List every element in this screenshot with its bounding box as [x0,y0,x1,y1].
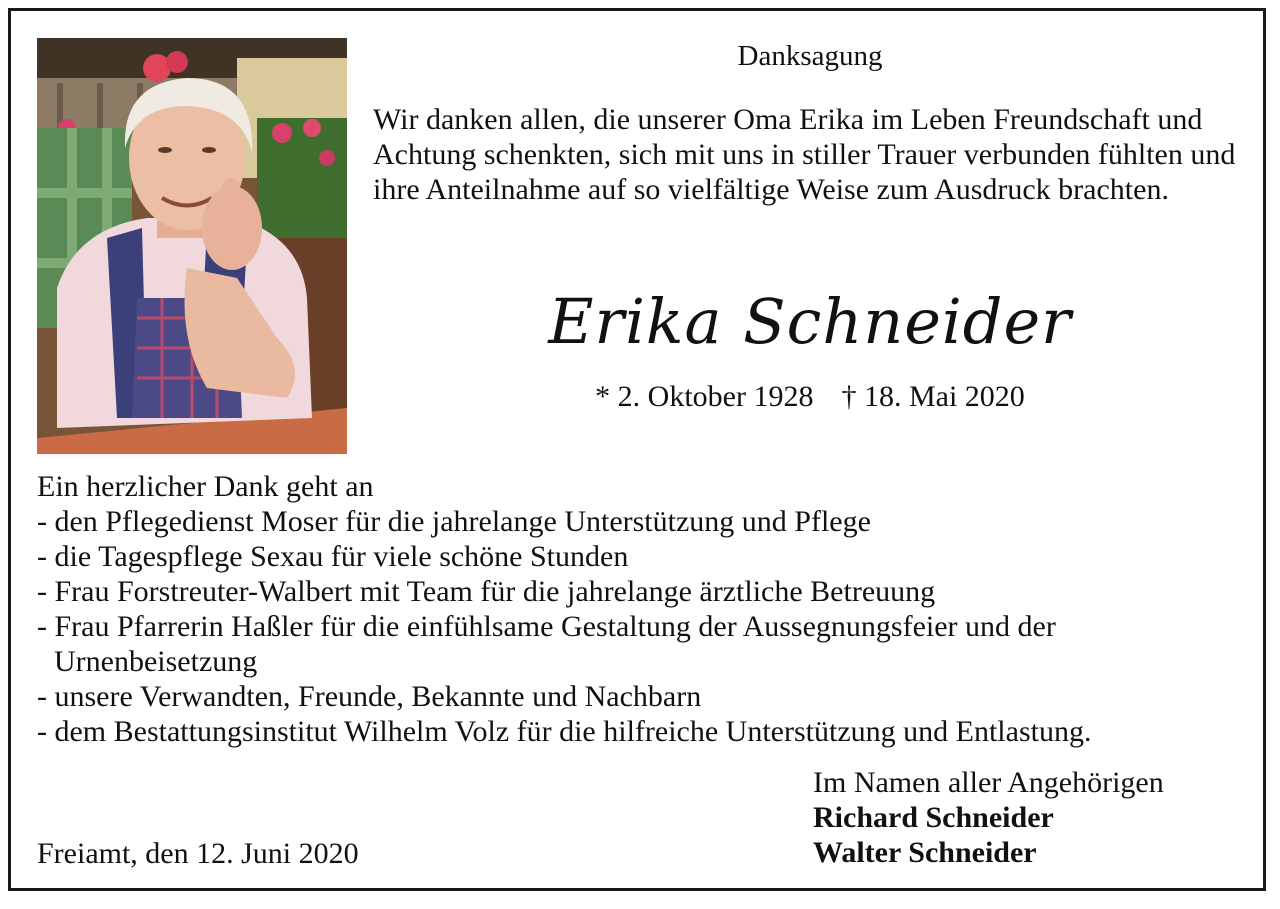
closing-block [813,765,1253,870]
thanks-item: - unsere Verwandten, Freunde, Bekannte und Nachbarn [37,680,702,713]
signature-name: Walter Schneider [813,836,1037,869]
thanks-item: - Frau Forstreuter-Walbert mit Team für die jahrelange ärztliche Betreuung [37,575,936,608]
signature-name: Richard Schneider [813,801,1054,834]
place-date: Freiamt, den 12. Juni 2020 [37,837,359,870]
thanks-item: - die Tagespflege Sexau für viele schöne Stunden [37,540,629,573]
thanks-item: - dem Bestattungsinstitut Wilhelm Volz für die hilfreiche Unterstützung und Entlastung. [37,715,1092,748]
thanks-item: - Frau Pfarrerin Haßler für die einfühlsame Gestaltung der Aussegnungsfeier und der [37,610,1056,643]
notice-title: Danksagung [737,40,883,72]
life-dates [560,380,1060,414]
intro-text: Wir danken allen, die unserer Oma Erika im Leben Freundschaft und Achtung schenkten, sich mit uns in stiller Trauer verbunden fühlten und ihre Anteilnahme auf so vielfältige Weise zum Ausdruck brachten. [373,103,1236,206]
thanks-item: - den Pflegedienst Moser für die jahrelange Unterstützung und Pflege [37,505,871,538]
deceased-name: Erika Schneider [548,285,1072,358]
death-date: † 18. Mai 2020 [841,380,1025,413]
thanks-item-continuation: Urnenbeisetzung [54,645,258,678]
thanks-lead: Ein herzlicher Dank geht an [37,470,374,503]
on-behalf-text: Im Namen aller Angehörigen [813,766,1164,799]
thanks-list [37,469,1257,749]
birth-date: * 2. Oktober 1928 [595,380,814,413]
portrait-photo [37,38,347,454]
